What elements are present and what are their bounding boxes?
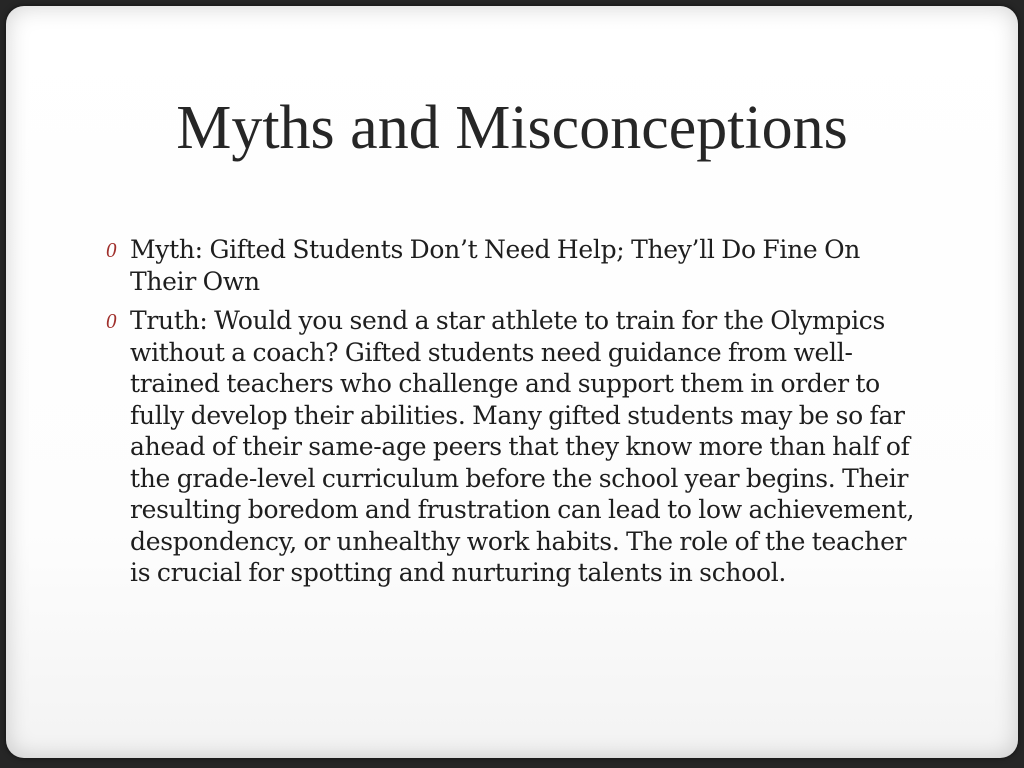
slide-title: Myths and Misconceptions: [176, 94, 848, 162]
slide: [6, 6, 1018, 758]
bullet-marker-icon: 0: [106, 238, 117, 262]
bullet-item-myth: [102, 234, 922, 297]
bullet-text: Truth: Would you send a star athlete to train for the Olympics without a coach? Gifted students need guidance from well-trained teachers who challenge and support them in order to fully develop their abilities. Many gifted students may be so far ahead of their same-age peers that they know more than half of the grade-level curriculum before the school year begins. Their resulting boredom and frustration can lead to low achievement, despondency, or unhealthy work habits. The role of the teacher is crucial for spotting and nurturing talents in school.: [130, 306, 915, 587]
bullet-text: Myth: Gifted Students Don’t Need Help; They’ll Do Fine On Their Own: [130, 235, 861, 296]
bullet-item-truth: [102, 305, 922, 589]
bullet-marker-icon: 0: [106, 309, 117, 333]
bullet-list: [102, 234, 922, 597]
